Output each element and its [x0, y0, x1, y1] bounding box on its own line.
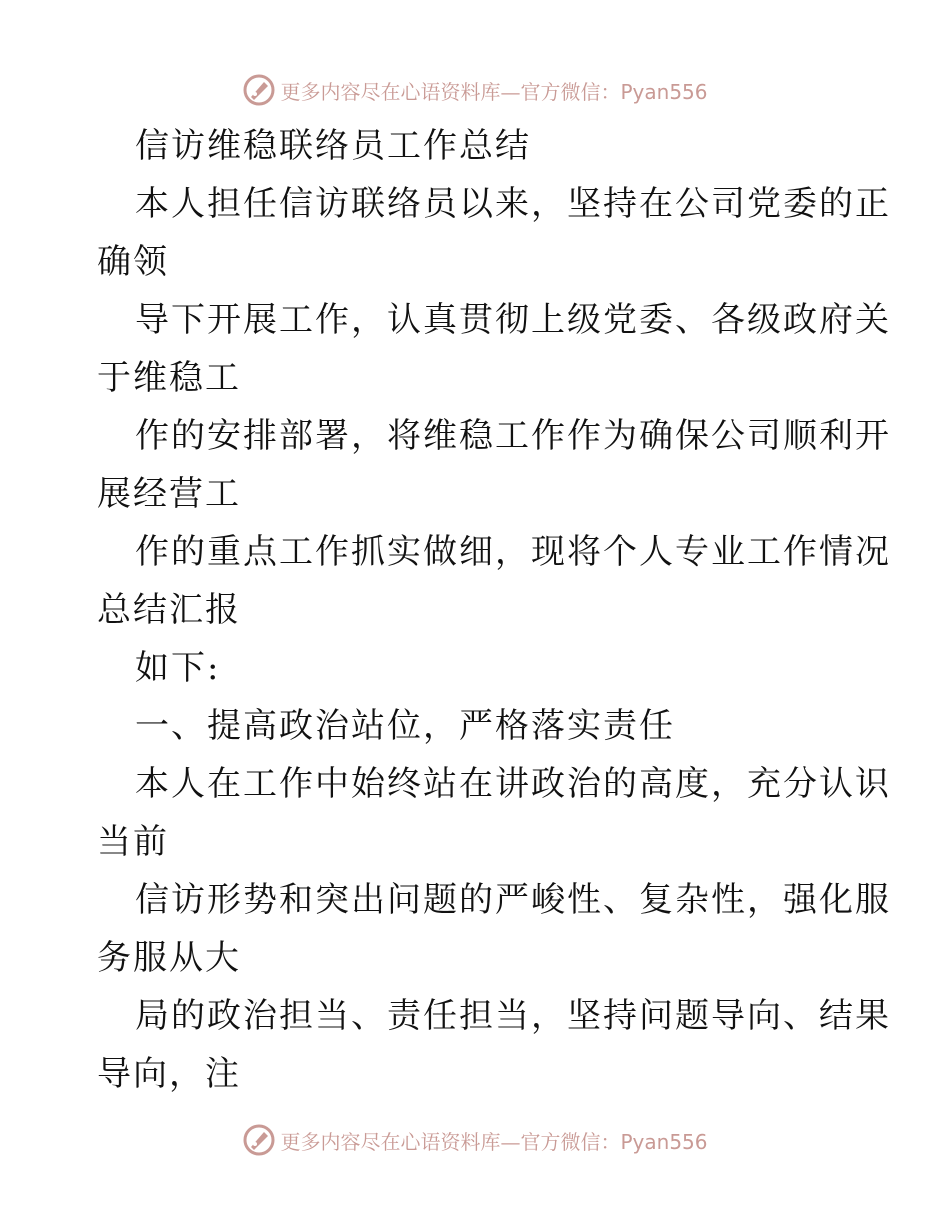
text-line: 一、提高政治站位，严格落实责任 — [135, 706, 675, 746]
pen-nib-logo-icon — [242, 73, 276, 107]
text-line: 局的政治担当、责任担当，坚持问题导向、结果 — [135, 996, 891, 1036]
text-line: 务服从大 — [97, 938, 241, 978]
text-line: 作的安排部署，将维稳工作作为确保公司顺利开 — [135, 416, 891, 456]
text-line: 信访维稳联络员工作总结 — [135, 126, 531, 166]
text-line: 本人在工作中始终站在讲政治的高度，充分认识 — [135, 764, 891, 804]
watermark-text: 更多内容尽在心语资料库—官方微信：Pyan556 — [280, 79, 708, 104]
text-line: 本人担任信访联络员以来，坚持在公司党委的正 — [135, 184, 891, 224]
pen-nib-logo-icon — [242, 1123, 276, 1157]
text-line: 展经营工 — [97, 474, 241, 514]
text-line: 导下开展工作，认真贯彻上级党委、各级政府关 — [135, 300, 891, 340]
text-line: 于维稳工 — [97, 358, 241, 398]
text-line: 信访形势和突出问题的严峻性、复杂性，强化服 — [135, 880, 891, 920]
text-line: 如下: — [135, 648, 221, 688]
footer-watermark — [0, 1120, 950, 1160]
header-watermark — [0, 70, 950, 110]
document-body — [97, 117, 891, 1103]
text-line: 导向，注 — [97, 1054, 241, 1094]
text-line: 作的重点工作抓实做细，现将个人专业工作情况 — [135, 532, 891, 572]
text-line: 确领 — [97, 242, 169, 282]
text-line: 当前 — [97, 822, 169, 862]
text-line: 总结汇报 — [97, 590, 241, 630]
watermark-text: 更多内容尽在心语资料库—官方微信：Pyan556 — [280, 1129, 708, 1154]
